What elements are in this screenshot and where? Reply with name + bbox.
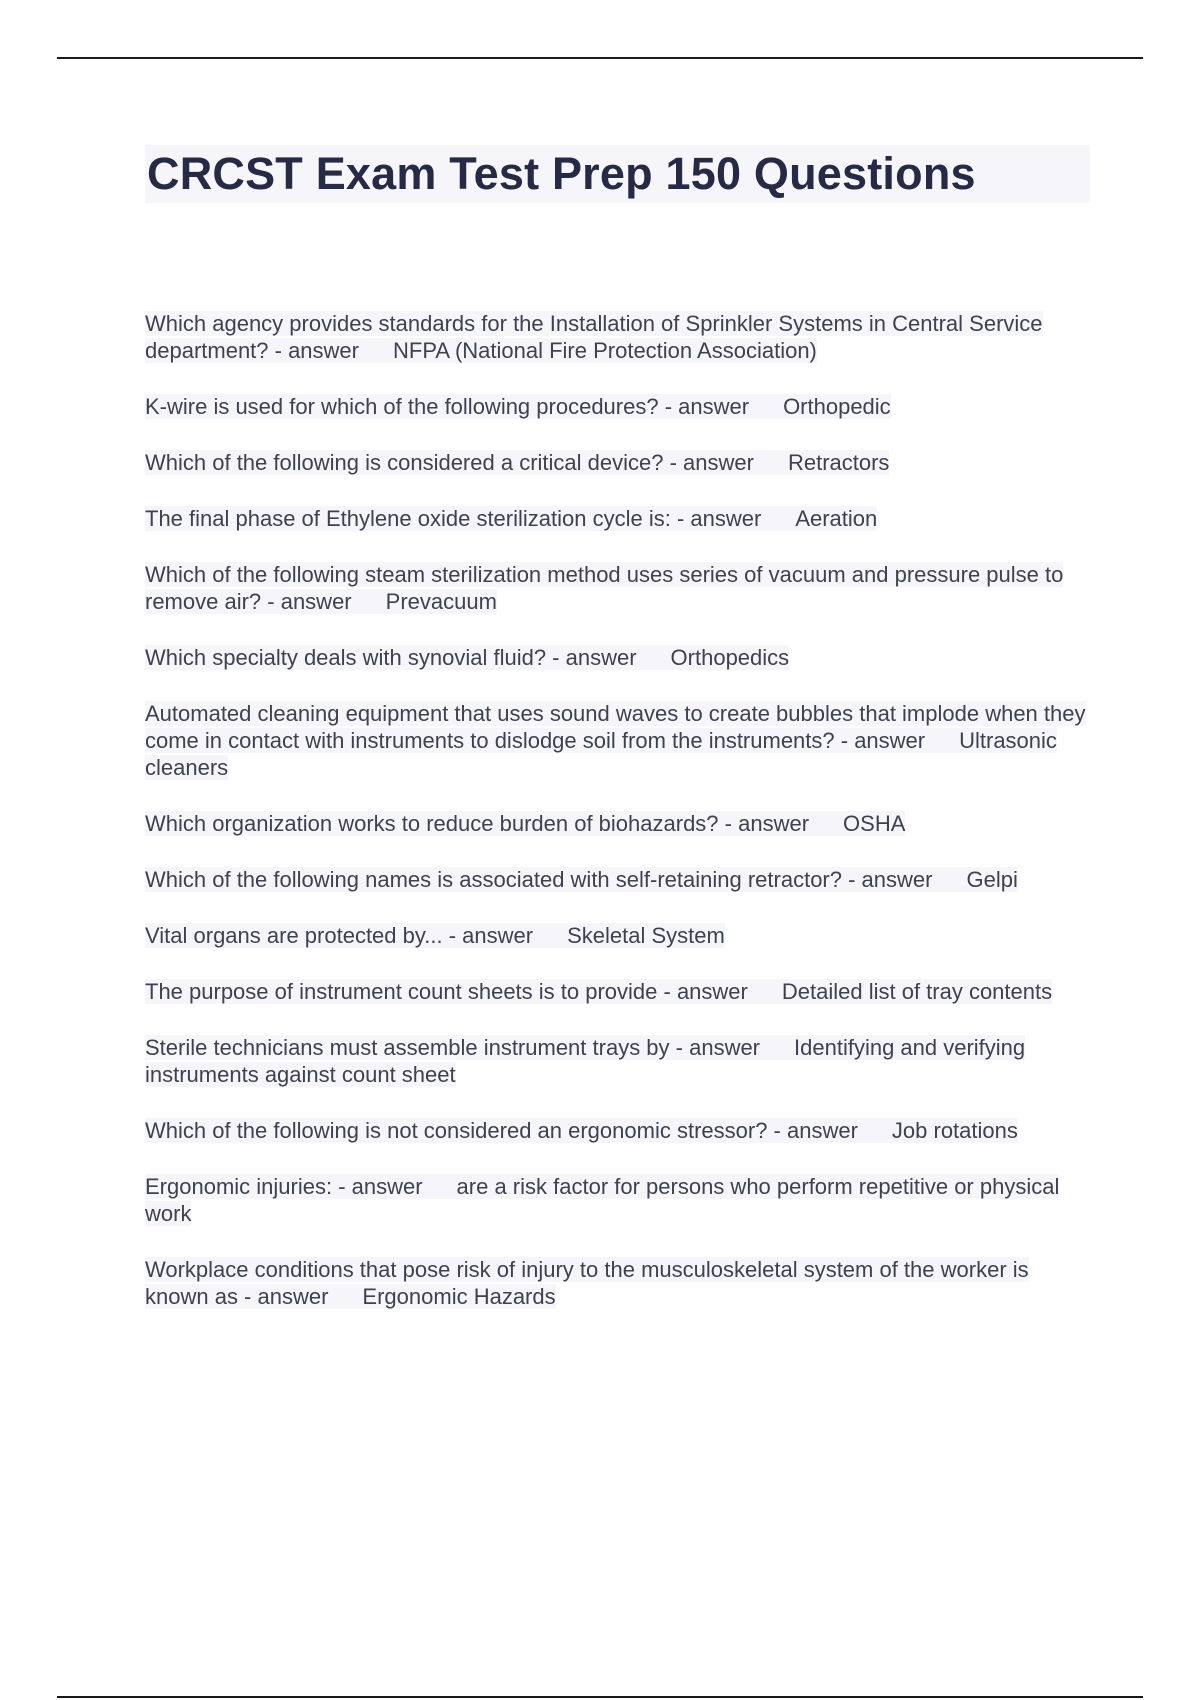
answer-text: Gelpi bbox=[966, 867, 1018, 892]
qa-item bbox=[145, 810, 1090, 837]
question-list bbox=[145, 310, 1090, 1339]
question-text: K-wire is used for which of the following procedures? - answer bbox=[145, 394, 750, 419]
answer-text: Job rotations bbox=[891, 1118, 1018, 1143]
answer-text: are a risk factor for persons who perform repetitive or physical work bbox=[145, 1174, 1060, 1226]
question-text: Vital organs are protected by... - answer bbox=[145, 923, 534, 948]
qa-item bbox=[145, 505, 1090, 532]
answer-text: Orthopedic bbox=[783, 394, 891, 419]
top-divider bbox=[57, 57, 1143, 59]
question-text: Workplace conditions that pose risk of injury to the musculoskeletal system of the worker is known as - answer bbox=[145, 1257, 1029, 1309]
answer-text: OSHA bbox=[843, 811, 906, 836]
qa-item bbox=[145, 866, 1090, 893]
qa-item bbox=[145, 644, 1090, 671]
qa-item bbox=[145, 310, 1090, 364]
qa-item bbox=[145, 922, 1090, 949]
question-text: Ergonomic injuries: - answer bbox=[145, 1174, 423, 1199]
qa-item bbox=[145, 449, 1090, 476]
qa-item bbox=[145, 700, 1090, 781]
qa-item bbox=[145, 1256, 1090, 1310]
bottom-divider bbox=[57, 1696, 1143, 1698]
answer-text: NFPA (National Fire Protection Association) bbox=[393, 338, 817, 363]
answer-text: Detailed list of tray contents bbox=[781, 979, 1053, 1004]
answer-text: Identifying and verifying instruments against count sheet bbox=[145, 1035, 1026, 1087]
answer-text: Retractors bbox=[787, 450, 890, 475]
question-text: Which organization works to reduce burden of biohazards? - answer bbox=[145, 811, 810, 836]
qa-item bbox=[145, 561, 1090, 615]
qa-item bbox=[145, 1034, 1090, 1088]
answer-text: Ultrasonic cleaners bbox=[145, 728, 1057, 780]
question-text: The purpose of instrument count sheets is to provide - answer bbox=[145, 979, 748, 1004]
qa-item bbox=[145, 1173, 1090, 1227]
question-text: Automated cleaning equipment that uses sound waves to create bubbles that implode when they come in contact with instruments to dislodge soil from the instruments? - answer bbox=[145, 701, 1086, 753]
qa-item bbox=[145, 1117, 1090, 1144]
answer-text: Orthopedics bbox=[670, 645, 790, 670]
answer-text: Prevacuum bbox=[385, 589, 497, 614]
qa-item bbox=[145, 393, 1090, 420]
answer-text: Aeration bbox=[795, 506, 878, 531]
answer-text: Ergonomic Hazards bbox=[362, 1284, 556, 1309]
qa-item bbox=[145, 978, 1090, 1005]
question-text: Which of the following steam sterilization method uses series of vacuum and pressure pulse to remove air? - answer bbox=[145, 562, 1064, 614]
question-text: Which of the following names is associated with self-retaining retractor? - answer bbox=[145, 867, 933, 892]
page-title: CRCST Exam Test Prep 150 Questions bbox=[145, 145, 1090, 203]
question-text: The final phase of Ethylene oxide sterilization cycle is: - answer bbox=[145, 506, 762, 531]
question-text: Sterile technicians must assemble instrument trays by - answer bbox=[145, 1035, 761, 1060]
question-text: Which of the following is considered a critical device? - answer bbox=[145, 450, 754, 475]
answer-text: Skeletal System bbox=[567, 923, 725, 948]
question-text: Which specialty deals with synovial fluid? - answer bbox=[145, 645, 637, 670]
question-text: Which agency provides standards for the Installation of Sprinkler Systems in Central Service department? - answer bbox=[145, 311, 1043, 363]
document-body bbox=[145, 145, 1090, 1309]
question-text: Which of the following is not considered an ergonomic stressor? - answer bbox=[145, 1118, 858, 1143]
